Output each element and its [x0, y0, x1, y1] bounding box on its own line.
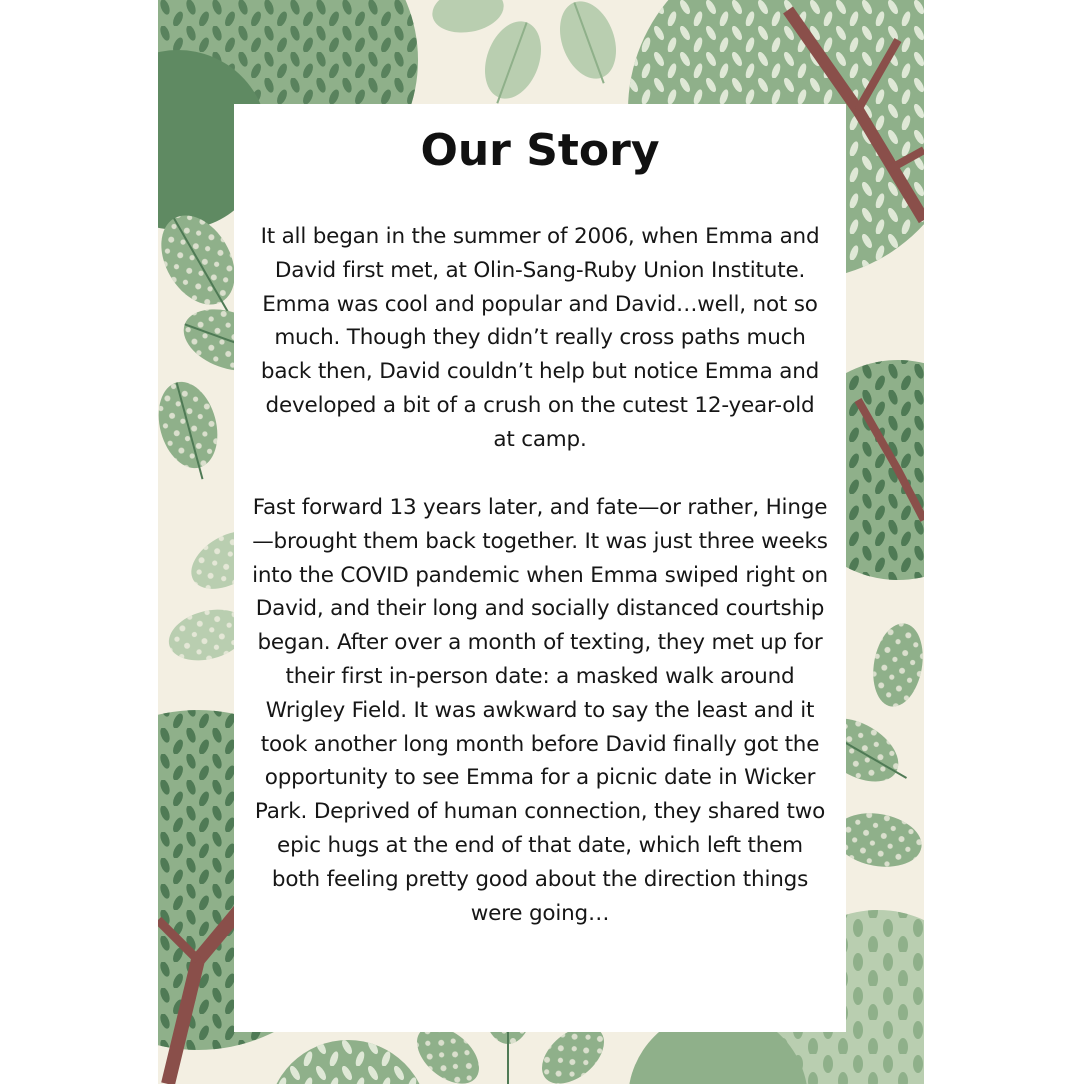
page-title: Our Story: [420, 125, 660, 176]
leaf-icon: [550, 0, 628, 92]
leaf-icon: [867, 619, 924, 710]
leaf-icon: [429, 0, 508, 38]
story-panel: [234, 104, 846, 1032]
story-paragraph: Fast forward 13 years later, and fate—or rather, Hinge—brought them back together. It was just three weeks into the COVID pandemic when Emma swiped right on David, and their long and socially distanced courtship began. After over a month of texting, they met up for their first in-person date: a masked walk around Wrigley Field. It was awkward to say the least and it took another long month before David finally got the opportunity to see Emma for a picnic date in Wicker Park. Deprived of human connection, they shared two epic hugs at the end of that date, which left them both feeling pretty good about the direction things were going…: [252, 495, 828, 926]
story-card: [158, 0, 924, 1084]
story-paragraph: It all began in the summer of 2006, when Emma and David first met, at Olin-Sang-Ruby Union Institute. Emma was cool and popular and David…well, not so much. Though they didn’t really cross paths much back then, David couldn’t help but notice Emma and developed a bit of a crush on the cutest 12-year-old at camp.: [260, 224, 820, 452]
leaf-icon: [158, 375, 230, 486]
tree-icon: [268, 1040, 428, 1084]
leaf-icon: [473, 14, 551, 113]
